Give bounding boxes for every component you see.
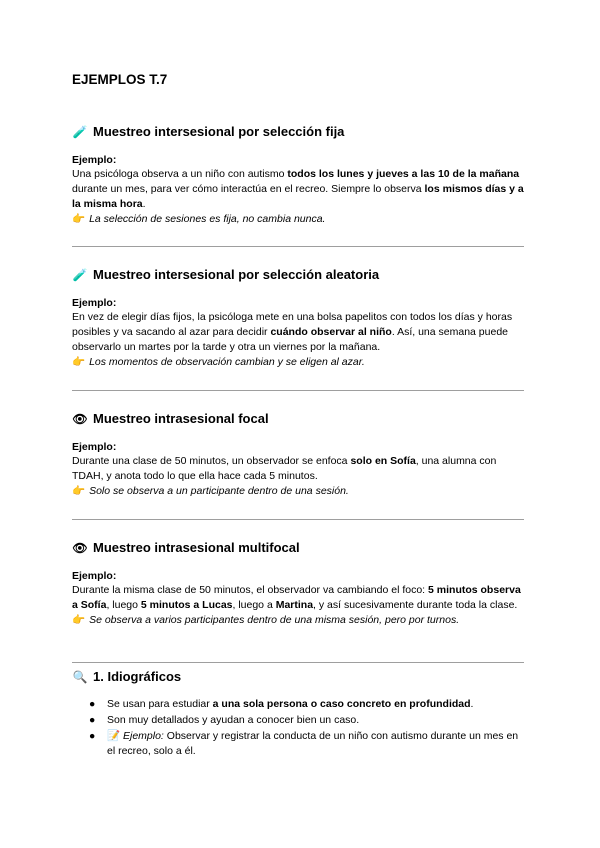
section-multifocal-intrasession xyxy=(72,540,526,628)
example-label: Ejemplo: xyxy=(72,297,117,309)
section-random-intersession xyxy=(72,267,526,370)
section-focal-intrasession xyxy=(72,411,526,499)
example-note: 👉 Solo se observa a un participante dentro de una sesión. xyxy=(72,485,349,497)
pointing-hand-icon: 👉 xyxy=(72,485,86,497)
bullet: ● xyxy=(89,698,96,710)
section-heading-text: Muestreo intrasesional focal xyxy=(93,411,269,426)
pointing-hand-icon: 👉 xyxy=(72,213,86,225)
section-heading-text: Muestreo intersesional por selección fija xyxy=(93,124,345,139)
test-tube-icon: 🧪 xyxy=(72,267,88,282)
section-heading-text: Muestreo intersesional por selección aleatoria xyxy=(93,267,380,282)
list-item: ● 📝 Ejemplo: Observar y registrar la conducta de un niño con autismo durante un mes en el recreo, solo a él. xyxy=(89,730,519,757)
bullet-list xyxy=(72,697,526,759)
example-text: Una psicóloga observa a un niño con autismo todos los lunes y jueves a las 10 de la mañana durante un mes, para ver cómo interactúa en el recreo. Siempre lo observa los mismos días y a la misma hora. xyxy=(72,168,524,210)
example-text: Durante la misma clase de 50 minutos, el observador va cambiando el foco: 5 minutos observa a Sofía, luego 5 minutos a Lucas, luego a Martina, y así sucesivamente durante toda la clase. xyxy=(72,584,521,611)
list-item: ● Se usan para estudiar a una sola persona o caso concreto en profundidad. xyxy=(89,698,474,710)
bullet: ● xyxy=(89,714,96,726)
divider xyxy=(72,662,524,663)
pointing-hand-icon: 👉 xyxy=(72,614,86,626)
example-text: En vez de elegir días fijos, la psicóloga mete en una bolsa papelitos con todos los días y horas posibles y va sacando al azar para decidir cuándo observar al niño. Así, una semana puede observarlo un martes por la tarde y otra un viernes por la mañana. xyxy=(72,311,513,353)
divider xyxy=(72,390,524,391)
example-label: Ejemplo: xyxy=(72,570,117,582)
magnifier-icon: 🔍 xyxy=(72,669,88,684)
eye-icon: 👁 xyxy=(72,540,88,555)
example-note: 👉 La selección de sesiones es fija, no cambia nunca. xyxy=(72,213,326,225)
section-heading-text: Muestreo intrasesional multifocal xyxy=(93,540,300,555)
example-label: Ejemplo: xyxy=(72,154,117,166)
example-text: Durante una clase de 50 minutos, un observador se enfoca solo en Sofía, una alumna con TDAH, y anota todo lo que ella hace cada 5 minutos. xyxy=(72,455,497,482)
section-heading xyxy=(72,411,526,426)
list-item: ● Son muy detallados y ayudan a conocer bien un caso. xyxy=(89,714,360,726)
page-title: EJEMPLOS T.7 xyxy=(72,72,168,87)
section-idiograficos xyxy=(72,669,526,760)
example-note: 👉 Los momentos de observación cambian y se eligen al azar. xyxy=(72,356,365,368)
section-heading xyxy=(72,124,526,139)
pointing-hand-icon: 👉 xyxy=(72,356,86,368)
section-heading xyxy=(72,540,526,555)
section-heading-text: 1. Idiográficos xyxy=(93,669,182,684)
test-tube-icon: 🧪 xyxy=(72,124,88,139)
example-label: Ejemplo: xyxy=(72,441,117,453)
section-heading xyxy=(72,267,526,282)
eye-icon: 👁 xyxy=(72,411,88,426)
memo-icon: 📝 xyxy=(107,730,121,742)
divider xyxy=(72,246,524,247)
section-heading xyxy=(72,669,526,684)
bullet: ● xyxy=(89,730,96,742)
example-note: 👉 Se observa a varios participantes dentro de una misma sesión, pero por turnos. xyxy=(72,614,460,626)
section-fixed-intersession xyxy=(72,124,526,227)
divider xyxy=(72,519,524,520)
